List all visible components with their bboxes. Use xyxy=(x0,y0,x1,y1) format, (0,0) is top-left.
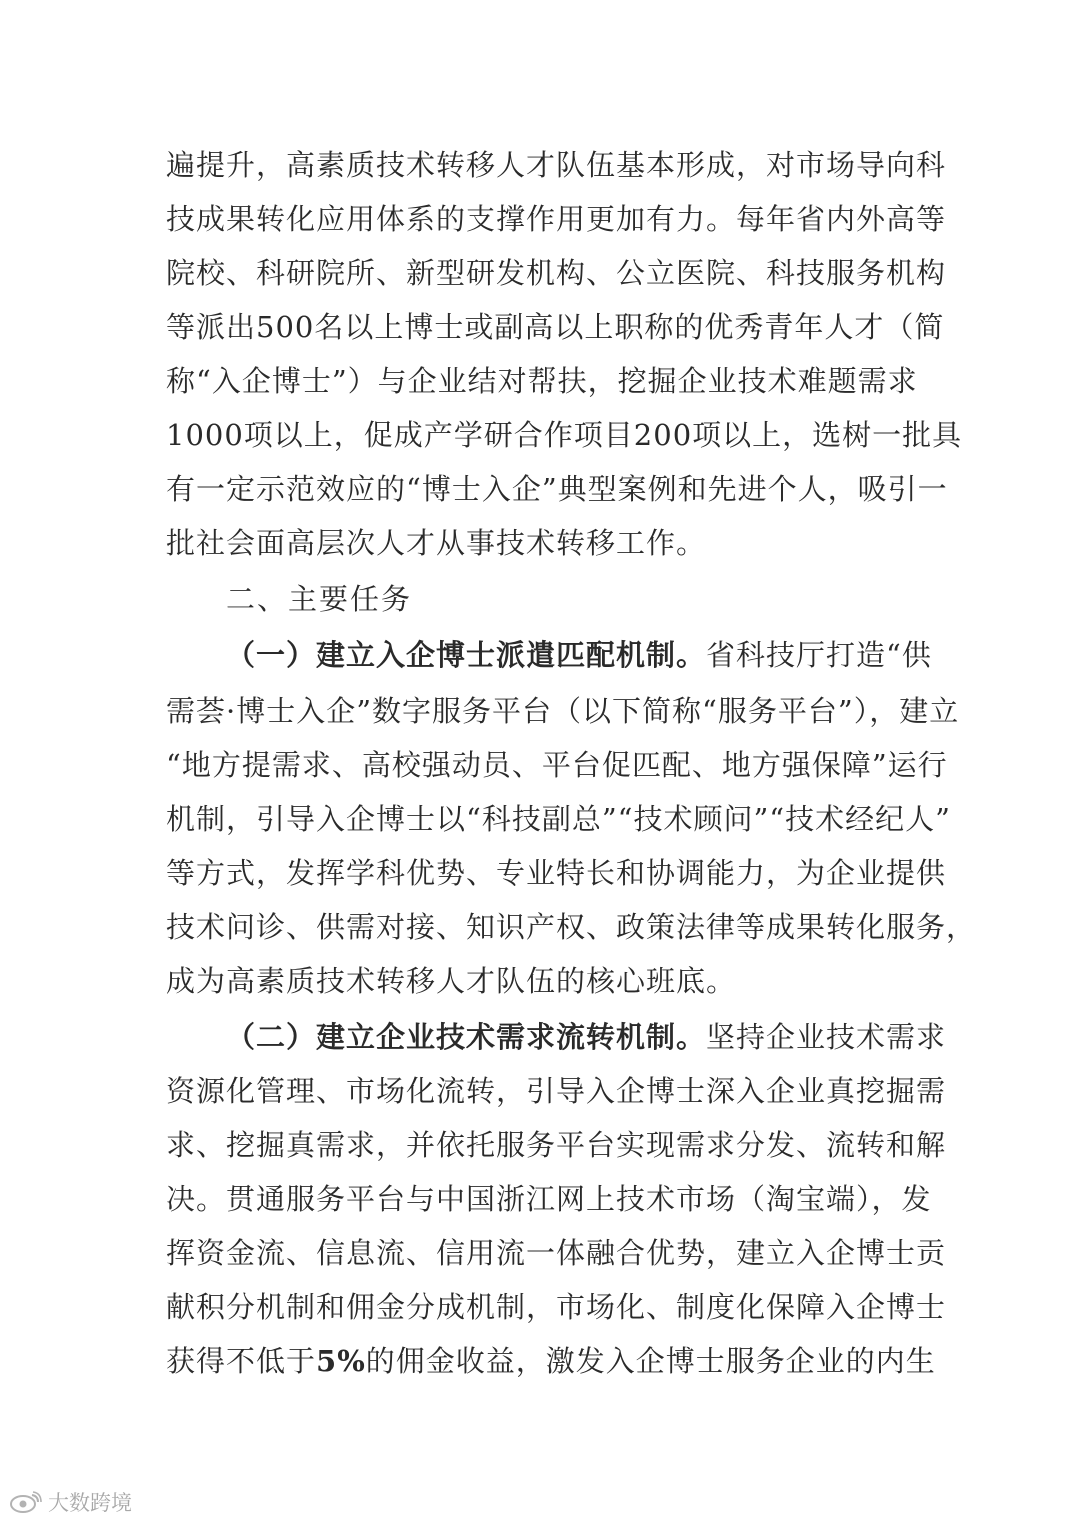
text-line: 有一定示范效应的“博士入企”典型案例和先进个人，吸引一 xyxy=(166,472,948,506)
watermark-text: 大数跨境 xyxy=(48,1491,132,1515)
text-line: 批社会面高层次人才从事技术转移工作。 xyxy=(166,526,707,560)
percent-value: 5% xyxy=(316,1344,366,1378)
text-line: 需荟·博士入企”数字服务平台（以下简称“服务平台”），建立 xyxy=(166,694,960,728)
text-line: “地方提需求、高校强动员、平台促匹配、地方强保障”运行 xyxy=(166,748,948,782)
text-line: 1000项以上，促成产学研合作项目200项以上，选树一批具 xyxy=(166,418,963,452)
text-line xyxy=(166,1334,936,1388)
section-heading: 二、主要任务 xyxy=(226,582,413,616)
text-line: 挥资金流、信息流、信用流一体融合优势，建立入企博士贡 xyxy=(166,1236,947,1270)
text-line: 院校、科研院所、新型研发机构、公立医院、科技服务机构 xyxy=(166,256,947,290)
text-line: 资源化管理、市场化流转，引导入企博士深入企业真挖掘需 xyxy=(166,1074,947,1108)
watermark xyxy=(8,1486,132,1518)
text-line: 机制，引导入企博士以“科技副总”“技术顾问”“技术经纪人” xyxy=(166,802,951,836)
text-line: 称“入企博士”）与企业结对帮扶，挖掘企业技术难题需求 xyxy=(166,364,918,398)
text-line: 遍提升，高素质技术转移人才队伍基本形成，对市场导向科 xyxy=(166,148,947,182)
text-line: 技成果转化应用体系的支撑作用更加有力。每年省内外高等 xyxy=(166,202,947,236)
text-segment: 获得不低于 xyxy=(166,1344,317,1378)
text-line: 成为高素质技术转移人才队伍的核心班底。 xyxy=(166,964,737,998)
text-segment: 的佣金收益，激发入企博士服务企业的内生 xyxy=(365,1344,936,1378)
text-line: 决。贯通服务平台与中国浙江网上技术市场（淘宝端），发 xyxy=(166,1182,932,1216)
paragraph-lead-bold: （一）建立入企博士派遣匹配机制。 xyxy=(226,638,707,672)
paragraph-lead-rest: 省科技厅打造“供 xyxy=(706,638,932,672)
text-line: 求、挖掘真需求，并依托服务平台实现需求分发、流转和解 xyxy=(166,1128,947,1162)
paragraph-lead-rest: 坚持企业技术需求 xyxy=(706,1020,947,1054)
text-line: 等方式，发挥学科优势、专业特长和协调能力，为企业提供 xyxy=(166,856,947,890)
text-line xyxy=(226,628,932,682)
text-line: 技术问诊、供需对接、知识产权、政策法律等成果转化服务， xyxy=(166,910,977,944)
paragraph-lead-bold: （二）建立企业技术需求流转机制。 xyxy=(226,1020,707,1054)
text-line: 等派出500名以上博士或副高以上职称的优秀青年人才（简 xyxy=(166,310,945,344)
text-line xyxy=(226,1010,947,1064)
text-line: 献积分机制和佣金分成机制，市场化、制度化保障入企博士 xyxy=(166,1290,947,1324)
weibo-eye-logo-icon xyxy=(8,1490,42,1514)
